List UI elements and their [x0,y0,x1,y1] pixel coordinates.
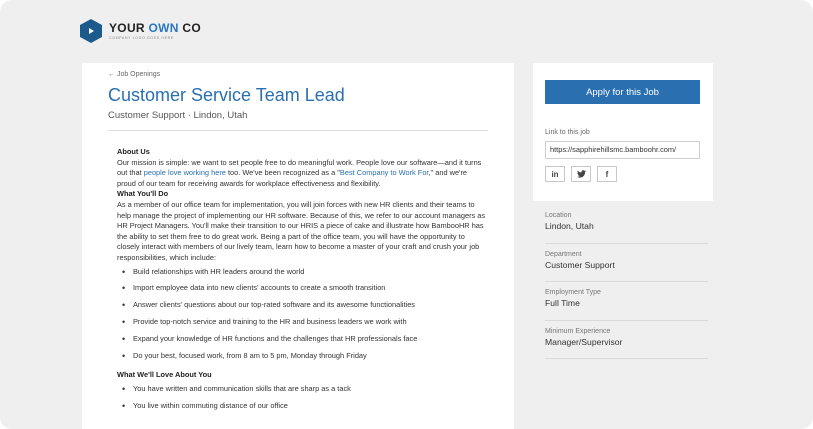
job-link-field[interactable]: https://sapphirehillsmc.bamboohr.com/ [545,141,700,159]
divider [108,130,488,131]
detail-label: Minimum Experience [545,328,611,335]
list-item: • Import employee data into new clients' accounts to create a smooth transition [117,283,487,300]
logo-name [109,22,201,34]
link-to-job-label: Link to this job [545,129,590,136]
responsibilities-list [117,267,487,368]
divider [545,358,708,359]
detail-location [545,212,708,231]
list-item: • Provide top-notch service and training to the HR and business leaders we work with [117,317,487,334]
detail-value: Full Time [545,298,580,308]
about-paragraph [117,158,487,190]
company-logo[interactable] [80,18,201,44]
detail-department [545,251,708,270]
detail-value: Customer Support [545,260,615,270]
logo-name-part2: OWN [148,20,179,35]
detail-value: Manager/Supervisor [545,337,623,347]
divider [545,281,708,282]
apply-card [533,63,713,201]
divider [545,243,708,244]
what-youll-do-heading: What You'll Do [117,189,169,199]
twitter-icon[interactable] [571,166,591,182]
detail-employment-type [545,289,708,308]
job-subtitle: Customer Support · Lindon, Utah [108,110,248,121]
facebook-icon[interactable]: f [597,166,617,182]
detail-label: Employment Type [545,289,601,296]
logo-tagline: COMPANY LOGO GOES HERE [109,35,174,40]
list-item: • You have written and communication skills that are sharp as a tack [117,384,487,401]
detail-value: Lindon, Utah [545,221,594,231]
qualifications-list [117,384,487,418]
apply-button[interactable]: Apply for this Job [545,80,700,104]
detail-label: Department [545,251,582,258]
about-text-3: ," and we're proud of our team for receiving awards for workplace effectiveness and flexibility. [117,168,468,188]
job-title: Customer Service Team Lead [108,85,345,105]
logo-text [109,22,201,41]
about-text-2: too. We've been recognized as a " [225,168,340,178]
job-description-card [82,63,514,429]
logo-hexagon-icon [80,19,102,43]
what-youll-do-paragraph: As a member of our office team for implementation, you will join forces with new HR clients and their teams to help manage the project of implementing our HR software. Because of this, we refer to our account managers as HR Project Managers. You'll make their transition to our HRIS a piece of cake and illustrate how BambooHR has the ability to set them free to do great work. Being a part of the office team, you will have the opportunity to closely interact with members of our lively team, learn how to become a master of your craft and crush your job responsibilities, which include: [117,199,486,262]
people-love-working-here-link[interactable]: people love working here [143,168,226,178]
list-item: • Answer clients' questions about our top-rated software and its awesome functionalities [117,300,487,317]
back-to-job-openings-link[interactable]: ← Job Openings [108,71,161,78]
list-item: • Do your best, focused work, from 8 am to 5 pm, Monday through Friday [117,351,487,368]
about-text-1: Our mission is simple: we want to set people free to do meaningful work. People love our software—and it turns out that [117,157,482,178]
detail-minimum-experience [545,328,708,347]
logo-name-part3: CO [178,20,201,35]
about-heading: About Us [117,147,150,156]
logo-name-part1: YOUR [109,20,149,35]
social-share [545,166,617,182]
list-item: • You live within commuting distance of our office [117,401,487,418]
list-item: • Build relationships with HR leaders around the world [117,267,487,284]
divider [545,320,708,321]
detail-label: Location [545,212,572,219]
linkedin-icon[interactable]: in [545,166,565,182]
twitter-bird-glyph [577,170,586,178]
what-well-love-heading: What We'll Love About You [117,370,212,380]
job-description [117,147,487,418]
best-company-link[interactable]: Best Company to Work For [339,168,429,178]
list-item: • Expand your knowledge of HR functions and the challenges that HR professionals face [117,334,487,351]
